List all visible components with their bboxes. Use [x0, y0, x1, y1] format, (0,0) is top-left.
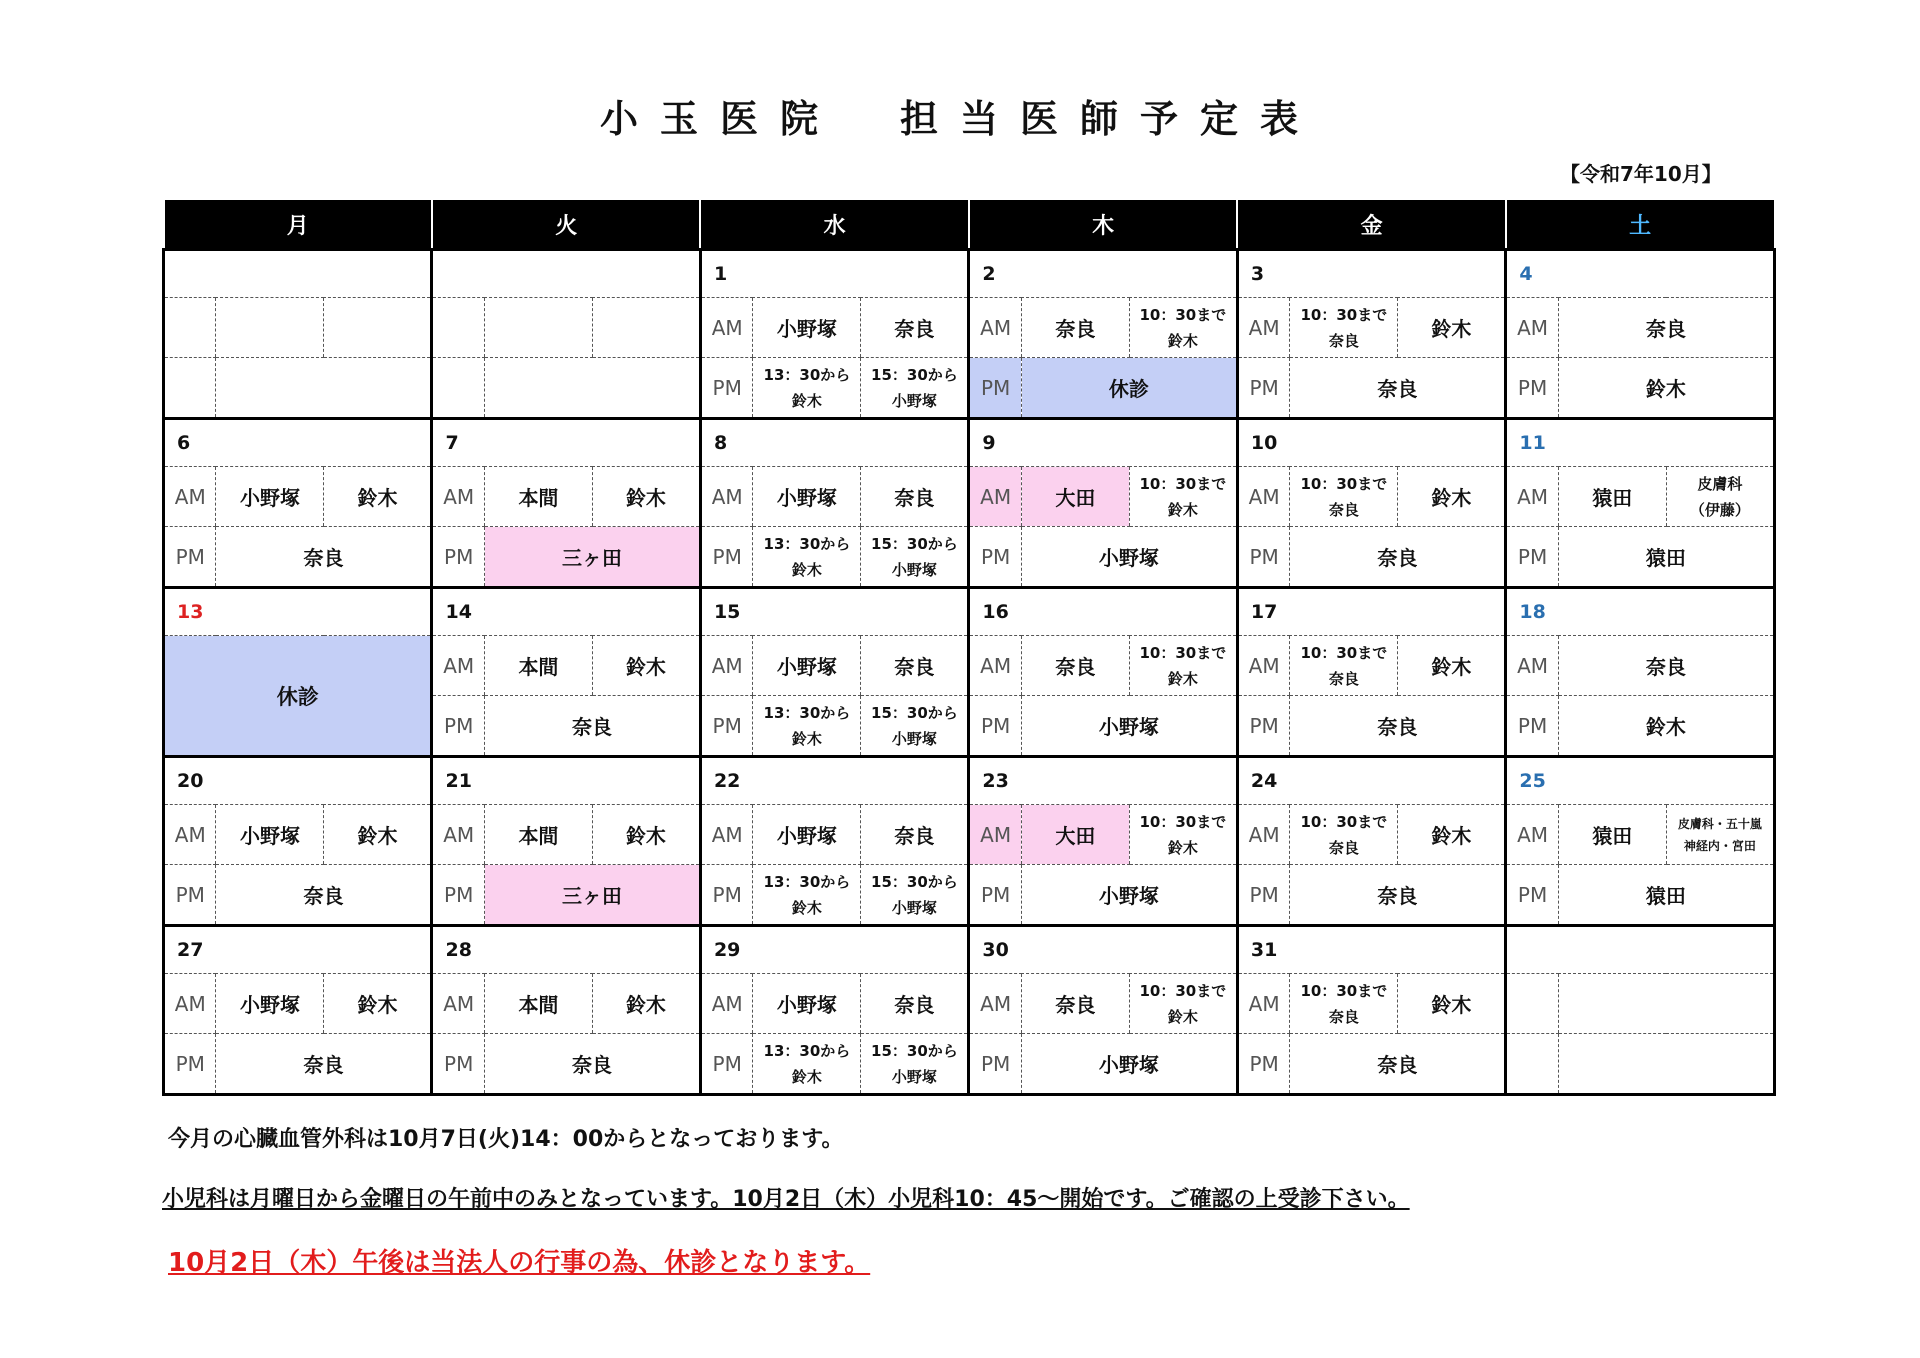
am-label: AM [432, 974, 484, 1034]
closed-day-cell: 休診 [164, 636, 432, 757]
weekday-tue: 火 [432, 200, 700, 250]
date-number: 1 [700, 250, 968, 298]
am-label: AM [1237, 974, 1289, 1034]
pm-label: PM [1237, 527, 1289, 588]
date-number [1506, 926, 1775, 974]
doctor-cell: 奈良 [216, 865, 432, 926]
schedule-period: 【令和7年10月】 [1560, 162, 1722, 186]
am-label: AM [1237, 298, 1289, 358]
doctor-cell: 13：30から 鈴木 [753, 865, 861, 926]
note-cardiovascular: 今月の心臓血管外科は10月7日(火)14：00からとなっております。 [168, 1127, 844, 1152]
note-closure: 10月2日（木）午後は当法人の行事の為、休診となります。 [168, 1248, 871, 1278]
doctor-cell: 鈴木 [592, 467, 700, 527]
doctor-cell: 大田 [1021, 467, 1129, 527]
pm-label: PM [164, 865, 216, 926]
doctor-cell [592, 298, 700, 358]
doctor-cell: 猿田 [1558, 865, 1774, 926]
closed-cell: 休診 [1021, 358, 1237, 419]
pm-label: PM [700, 696, 752, 757]
doctor-cell: 奈良 [1021, 974, 1129, 1034]
schedule-body [164, 250, 1775, 1095]
am-label [1506, 974, 1558, 1034]
am-label: AM [1506, 298, 1558, 358]
am-label [432, 298, 484, 358]
weekday-fri: 金 [1237, 200, 1505, 250]
doctor-cell: 鈴木 [592, 636, 700, 696]
date-number: 15 [700, 588, 968, 636]
date-number: 2 [969, 250, 1237, 298]
pm-label [1506, 1034, 1558, 1095]
week-date-row [164, 926, 1775, 974]
pm-label: PM [969, 696, 1021, 757]
pm-label: PM [432, 696, 484, 757]
doctor-cell: 鈴木 [324, 805, 432, 865]
doctor-cell: 本間 [484, 467, 592, 527]
am-row [164, 974, 1775, 1034]
pm-label: PM [164, 527, 216, 588]
date-number: 20 [164, 757, 432, 805]
doctor-cell: 13：30から 鈴木 [753, 696, 861, 757]
date-number: 25 [1506, 757, 1775, 805]
doctor-cell: 小野塚 [1021, 527, 1237, 588]
doctor-cell: 小野塚 [1021, 1034, 1237, 1095]
doctor-cell [324, 298, 432, 358]
am-label: AM [1506, 636, 1558, 696]
doctor-cell: 10：30まで 鈴木 [1129, 298, 1237, 358]
weekday-thu: 木 [969, 200, 1237, 250]
pm-row [164, 1034, 1775, 1095]
doctor-cell: 小野塚 [1021, 865, 1237, 926]
date-number: 11 [1506, 419, 1775, 467]
doctor-cell: 小野塚 [1021, 696, 1237, 757]
doctor-cell: 皮膚科 （伊藤） [1666, 467, 1774, 527]
am-label: AM [969, 467, 1021, 527]
doctor-cell: 13：30から 鈴木 [753, 527, 861, 588]
doctor-cell: 奈良 [1290, 358, 1506, 419]
am-label: AM [969, 636, 1021, 696]
pm-label: PM [1506, 865, 1558, 926]
doctor-cell: 奈良 [1290, 696, 1506, 757]
pm-label: PM [1506, 696, 1558, 757]
am-label: AM [164, 974, 216, 1034]
doctor-cell: 鈴木 [324, 974, 432, 1034]
am-label: AM [432, 636, 484, 696]
doctor-cell: 15：30から 小野塚 [861, 358, 969, 419]
pm-label [164, 358, 216, 419]
am-label: AM [164, 467, 216, 527]
am-row [164, 805, 1775, 865]
date-number: 17 [1237, 588, 1505, 636]
pm-label: PM [969, 865, 1021, 926]
am-label: AM [700, 636, 752, 696]
page-title: 小玉医院 担当医師予定表 [599, 97, 1320, 141]
doctor-cell: 13：30から 鈴木 [753, 1034, 861, 1095]
pm-label: PM [969, 527, 1021, 588]
date-number: 30 [969, 926, 1237, 974]
doctor-cell: 鈴木 [1398, 298, 1506, 358]
am-label [164, 298, 216, 358]
date-number [164, 250, 432, 298]
doctor-cell: 猿田 [1558, 527, 1774, 588]
doctor-cell: 鈴木 [1398, 636, 1506, 696]
am-label: AM [700, 467, 752, 527]
doctor-cell: 10：30まで 鈴木 [1129, 805, 1237, 865]
weekday-header-row [164, 200, 1775, 250]
date-number [432, 250, 700, 298]
week-date-row [164, 419, 1775, 467]
doctor-cell: 本間 [484, 636, 592, 696]
doctor-cell [1558, 1034, 1774, 1095]
pm-row [164, 527, 1775, 588]
date-number: 9 [969, 419, 1237, 467]
doctor-cell: 鈴木 [592, 805, 700, 865]
pm-label: PM [432, 865, 484, 926]
date-number: 23 [969, 757, 1237, 805]
am-label: AM [700, 974, 752, 1034]
date-number: 27 [164, 926, 432, 974]
doctor-cell: 小野塚 [753, 298, 861, 358]
am-label: AM [1506, 467, 1558, 527]
week-date-row [164, 757, 1775, 805]
doctor-cell: 10：30まで 鈴木 [1129, 974, 1237, 1034]
doctor-cell: 猿田 [1558, 805, 1666, 865]
doctor-cell: 奈良 [861, 467, 969, 527]
doctor-cell: 奈良 [1021, 636, 1129, 696]
am-row [164, 636, 1775, 696]
doctor-cell: 15：30から 小野塚 [861, 696, 969, 757]
pm-label: PM [1237, 358, 1289, 419]
doctor-cell [1558, 974, 1774, 1034]
weekday-mon: 月 [164, 200, 432, 250]
doctor-cell: 奈良 [484, 1034, 700, 1095]
doctor-cell: 奈良 [484, 696, 700, 757]
am-label: AM [969, 805, 1021, 865]
weekday-sat: 土 [1506, 200, 1775, 250]
pm-label: PM [164, 1034, 216, 1095]
doctor-cell: 鈴木 [1398, 805, 1506, 865]
doctor-cell: 奈良 [1290, 527, 1506, 588]
doctor-cell: 奈良 [861, 298, 969, 358]
doctor-cell: 10：30まで 奈良 [1290, 805, 1398, 865]
pm-label: PM [1237, 1034, 1289, 1095]
am-row [164, 467, 1775, 527]
doctor-cell: 三ヶ田 [484, 865, 700, 926]
pm-row [164, 865, 1775, 926]
pm-label: PM [700, 865, 752, 926]
doctor-cell: 小野塚 [753, 467, 861, 527]
doctor-cell: 本間 [484, 805, 592, 865]
date-number: 8 [700, 419, 968, 467]
doctor-cell: 小野塚 [753, 805, 861, 865]
am-label: AM [432, 467, 484, 527]
am-label: AM [164, 805, 216, 865]
doctor-cell: 皮膚科・五十嵐 神経内・宮田 [1666, 805, 1774, 865]
doctor-cell: 奈良 [1558, 298, 1774, 358]
doctor-cell: 奈良 [861, 636, 969, 696]
doctor-cell: 大田 [1021, 805, 1129, 865]
date-number: 24 [1237, 757, 1505, 805]
doctor-cell: 鈴木 [1398, 467, 1506, 527]
am-label: AM [432, 805, 484, 865]
doctor-cell: 奈良 [861, 974, 969, 1034]
doctor-cell: 三ヶ田 [484, 527, 700, 588]
pm-label: PM [969, 1034, 1021, 1095]
am-label: AM [1506, 805, 1558, 865]
doctor-cell: 13：30から 鈴木 [753, 358, 861, 419]
date-number: 10 [1237, 419, 1505, 467]
doctor-cell: 奈良 [1290, 1034, 1506, 1095]
am-label: AM [969, 974, 1021, 1034]
doctor-cell: 10：30まで 奈良 [1290, 467, 1398, 527]
date-number: 6 [164, 419, 432, 467]
weekday-wed: 水 [700, 200, 968, 250]
doctor-cell: 奈良 [1290, 865, 1506, 926]
am-label: AM [1237, 467, 1289, 527]
am-label: AM [1237, 805, 1289, 865]
am-label: AM [1237, 636, 1289, 696]
doctor-cell: 10：30まで 奈良 [1290, 636, 1398, 696]
doctor-cell: 奈良 [216, 527, 432, 588]
doctor-cell: 奈良 [1558, 636, 1774, 696]
pm-label: PM [1237, 696, 1289, 757]
schedule-table [162, 200, 1776, 1096]
doctor-cell: 小野塚 [753, 636, 861, 696]
doctor-cell: 小野塚 [753, 974, 861, 1034]
date-number: 13 [164, 588, 432, 636]
doctor-cell: 鈴木 [1398, 974, 1506, 1034]
pm-label: PM [700, 527, 752, 588]
date-number: 4 [1506, 250, 1775, 298]
doctor-cell: 鈴木 [592, 974, 700, 1034]
week-date-row [164, 250, 1775, 298]
doctor-cell: 10：30まで 鈴木 [1129, 636, 1237, 696]
doctor-cell: 鈴木 [1558, 358, 1774, 419]
date-number: 18 [1506, 588, 1775, 636]
am-row [164, 298, 1775, 358]
doctor-cell: 10：30まで 鈴木 [1129, 467, 1237, 527]
doctor-cell: 奈良 [216, 1034, 432, 1095]
date-number: 14 [432, 588, 700, 636]
am-label: AM [700, 298, 752, 358]
am-label: AM [700, 805, 752, 865]
doctor-cell: 小野塚 [216, 974, 324, 1034]
date-number: 7 [432, 419, 700, 467]
doctor-cell: 小野塚 [216, 467, 324, 527]
doctor-cell: 15：30から 小野塚 [861, 1034, 969, 1095]
pm-label: PM [700, 1034, 752, 1095]
pm-label: PM [1237, 865, 1289, 926]
pm-label: PM [969, 358, 1021, 419]
doctor-cell [216, 298, 324, 358]
doctor-cell: 鈴木 [1558, 696, 1774, 757]
date-number: 3 [1237, 250, 1505, 298]
pm-label: PM [432, 527, 484, 588]
doctor-cell: 本間 [484, 974, 592, 1034]
pm-label: PM [1506, 358, 1558, 419]
date-number: 21 [432, 757, 700, 805]
doctor-cell: 小野塚 [216, 805, 324, 865]
doctor-cell: 10：30まで 奈良 [1290, 298, 1398, 358]
doctor-cell: 奈良 [1021, 298, 1129, 358]
date-number: 28 [432, 926, 700, 974]
date-number: 22 [700, 757, 968, 805]
doctor-cell [216, 358, 432, 419]
week-date-row [164, 588, 1775, 636]
doctor-cell: 奈良 [861, 805, 969, 865]
doctor-cell [484, 358, 700, 419]
date-number: 16 [969, 588, 1237, 636]
pm-label: PM [700, 358, 752, 419]
pm-label: PM [432, 1034, 484, 1095]
doctor-cell: 15：30から 小野塚 [861, 527, 969, 588]
doctor-cell: 10：30まで 奈良 [1290, 974, 1398, 1034]
note-pediatrics: 小児科は月曜日から金曜日の午前中のみとなっています。10月2日（木）小児科10：45～開始です。ご確認の上受診下さい。 [162, 1187, 1410, 1212]
date-number: 31 [1237, 926, 1505, 974]
pm-row [164, 358, 1775, 419]
pm-label: PM [1506, 527, 1558, 588]
doctor-cell: 15：30から 小野塚 [861, 865, 969, 926]
date-number: 29 [700, 926, 968, 974]
am-label: AM [969, 298, 1021, 358]
doctor-cell: 鈴木 [324, 467, 432, 527]
doctor-cell [484, 298, 592, 358]
doctor-cell: 猿田 [1558, 467, 1666, 527]
pm-label [432, 358, 484, 419]
